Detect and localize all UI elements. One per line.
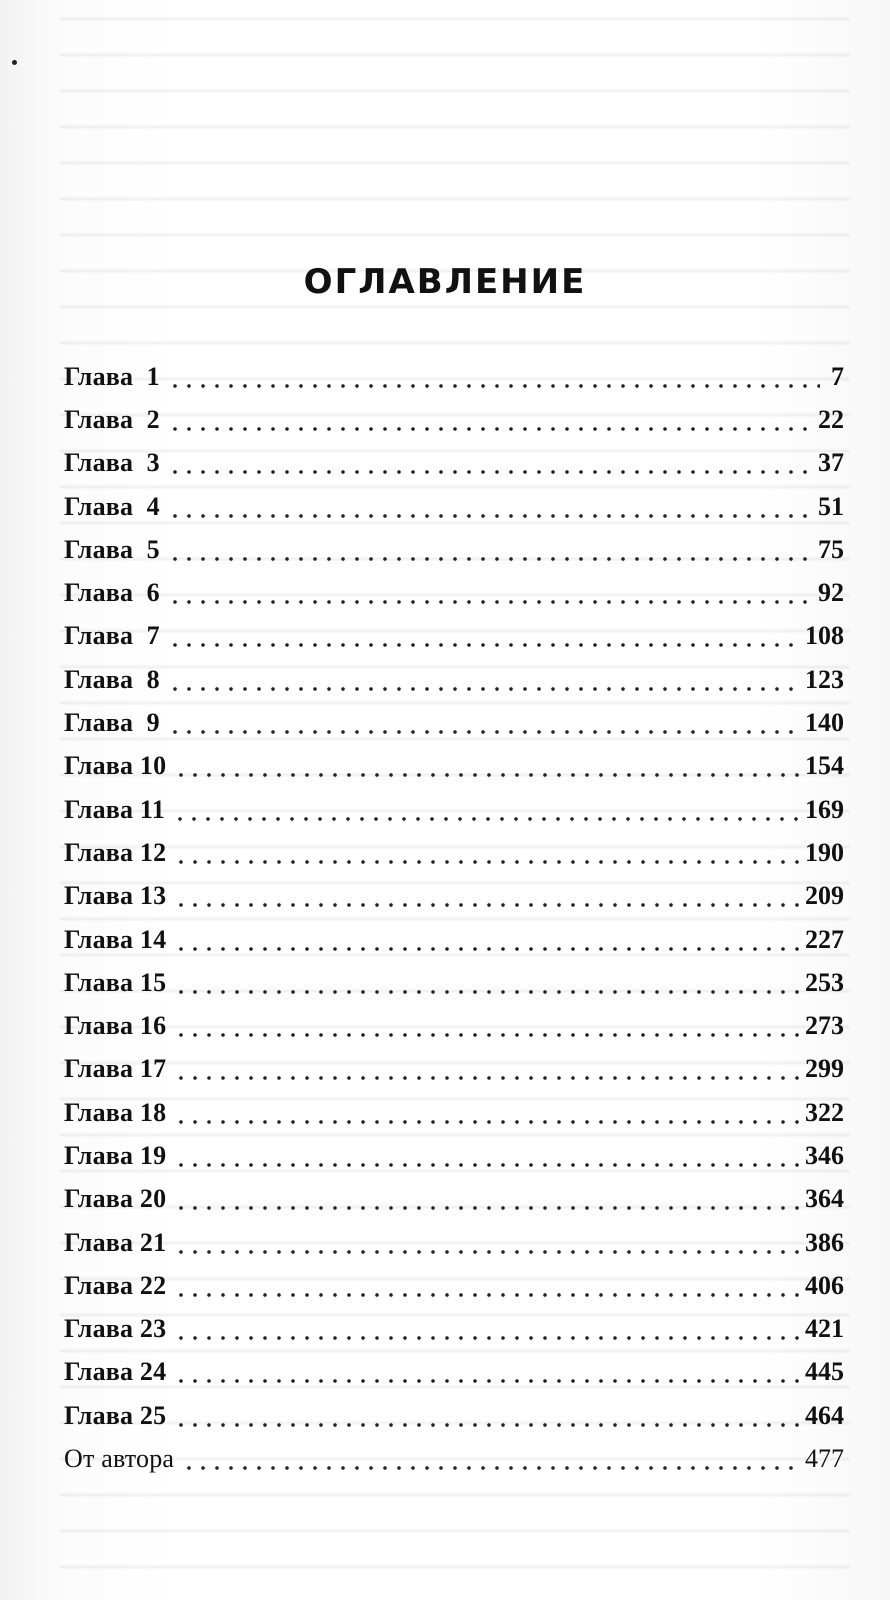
toc-entry-page-number: 169 <box>805 794 844 824</box>
toc-entry-label: Глава 20 <box>64 1184 167 1214</box>
toc-entry[interactable] <box>64 1134 844 1177</box>
toc-entry-label: Глава 14 <box>64 924 167 954</box>
toc-entry-page-number: 92 <box>818 578 844 608</box>
dot-leader <box>174 772 801 778</box>
toc-entry[interactable] <box>64 442 844 485</box>
toc-entry[interactable] <box>64 1221 844 1264</box>
dot-leader <box>174 1422 801 1428</box>
toc-entry-page-number: 406 <box>805 1270 844 1300</box>
page-speck <box>12 60 17 65</box>
dot-leader <box>174 902 801 908</box>
toc-entry-page-number: 421 <box>805 1314 844 1344</box>
toc-entry-label: Глава 9 <box>64 708 160 738</box>
toc-entry-page-number: 108 <box>805 621 844 651</box>
toc-entry[interactable] <box>64 1394 844 1437</box>
toc-entry-label: Глава 8 <box>64 664 160 694</box>
toc-entry-label: Глава 19 <box>64 1140 167 1170</box>
dot-leader <box>168 426 814 432</box>
dot-leader <box>173 816 801 822</box>
toc-entry-label: Глава 24 <box>64 1357 167 1387</box>
toc-entry-label: Глава 6 <box>64 578 160 608</box>
dot-leader <box>168 383 820 389</box>
toc-entry-page-number: 346 <box>805 1140 844 1170</box>
toc-entry-label: Глава 4 <box>64 491 160 521</box>
toc-entry-page-number: 154 <box>805 751 844 781</box>
toc-entry-page-number: 464 <box>805 1400 844 1430</box>
toc-entry-label: Глава 5 <box>64 534 160 564</box>
dot-leader <box>174 1205 801 1211</box>
dot-leader <box>174 859 801 865</box>
toc-entry-label: Глава 23 <box>64 1314 167 1344</box>
toc-entry-page-number: 209 <box>805 881 844 911</box>
table-of-contents <box>64 355 844 1481</box>
toc-entry-page-number: 190 <box>805 837 844 867</box>
toc-entry[interactable] <box>64 1264 844 1307</box>
toc-entry-page-number: 22 <box>818 404 844 434</box>
dot-leader <box>174 1162 801 1168</box>
toc-entry[interactable] <box>64 528 844 571</box>
toc-entry[interactable] <box>64 398 844 441</box>
toc-entry-label: Глава 1 <box>64 361 160 391</box>
toc-entry-label: Глава 22 <box>64 1270 167 1300</box>
toc-entry-label: Глава 2 <box>64 404 160 434</box>
toc-entry-label: Глава 17 <box>64 1054 167 1084</box>
toc-entry-label: Глава 10 <box>64 751 167 781</box>
toc-entry[interactable] <box>64 658 844 701</box>
toc-entry-page-number: 140 <box>805 708 844 738</box>
toc-entry[interactable] <box>64 1091 844 1134</box>
toc-entry[interactable] <box>64 1351 844 1394</box>
dot-leader <box>174 1032 801 1038</box>
toc-entry-label: Глава 13 <box>64 881 167 911</box>
toc-entry-page-number: 227 <box>805 924 844 954</box>
toc-entry[interactable] <box>64 485 844 528</box>
toc-entry-label: Глава 25 <box>64 1400 167 1430</box>
toc-entry[interactable] <box>64 875 844 918</box>
toc-entry[interactable] <box>64 961 844 1004</box>
toc-entry[interactable] <box>64 615 844 658</box>
toc-entry[interactable] <box>64 701 844 744</box>
dot-leader <box>168 642 801 648</box>
toc-entry-page-number: 299 <box>805 1054 844 1084</box>
dot-leader <box>174 1249 801 1255</box>
toc-entry[interactable] <box>64 918 844 961</box>
toc-entry[interactable] <box>64 788 844 831</box>
toc-entry[interactable] <box>64 1437 844 1480</box>
dot-leader <box>168 729 801 735</box>
toc-entry-label: Глава 16 <box>64 1011 167 1041</box>
toc-entry-label: Глава 21 <box>64 1227 167 1257</box>
page-title: ОГЛАВЛЕНИЕ <box>303 262 587 302</box>
dot-leader <box>174 989 801 995</box>
toc-entry[interactable] <box>64 1308 844 1351</box>
toc-entry[interactable] <box>64 1048 844 1091</box>
toc-entry-page-number: 123 <box>805 664 844 694</box>
dot-leader <box>168 686 801 692</box>
toc-entry[interactable] <box>64 355 844 398</box>
toc-entry-label: Глава 3 <box>64 448 160 478</box>
toc-entry-page-number: 386 <box>805 1227 844 1257</box>
dot-leader <box>168 469 814 475</box>
dot-leader <box>174 1292 801 1298</box>
toc-entry[interactable] <box>64 831 844 874</box>
dot-leader <box>182 1465 801 1471</box>
toc-entry-page-number: 37 <box>818 448 844 478</box>
toc-entry[interactable] <box>64 571 844 614</box>
dot-leader <box>168 599 814 605</box>
toc-entry-label: Глава 18 <box>64 1097 167 1127</box>
toc-entry-page-number: 75 <box>818 534 844 564</box>
toc-entry[interactable] <box>64 745 844 788</box>
toc-entry-page-number: 7 <box>831 361 844 391</box>
toc-entry-page-number: 253 <box>805 967 844 997</box>
toc-entry-label: Глава 12 <box>64 837 167 867</box>
toc-entry-page-number: 51 <box>818 491 844 521</box>
dot-leader <box>168 513 814 519</box>
toc-entry[interactable] <box>64 1178 844 1221</box>
dot-leader <box>174 946 801 952</box>
dot-leader <box>168 556 814 562</box>
dot-leader <box>174 1075 801 1081</box>
toc-entry-page-number: 273 <box>805 1011 844 1041</box>
dot-leader <box>174 1119 801 1125</box>
toc-entry-label: Глава 7 <box>64 621 160 651</box>
dot-leader <box>174 1335 801 1341</box>
toc-entry-page-number: 477 <box>805 1444 844 1474</box>
toc-entry-page-number: 364 <box>805 1184 844 1214</box>
toc-entry-label: Глава 11 <box>64 794 165 824</box>
toc-entry-page-number: 322 <box>805 1097 844 1127</box>
toc-entry-label: Глава 15 <box>64 967 167 997</box>
toc-entry-label: От автора <box>64 1444 175 1474</box>
toc-entry[interactable] <box>64 1004 844 1047</box>
dot-leader <box>174 1378 801 1384</box>
toc-entry-page-number: 445 <box>805 1357 844 1387</box>
